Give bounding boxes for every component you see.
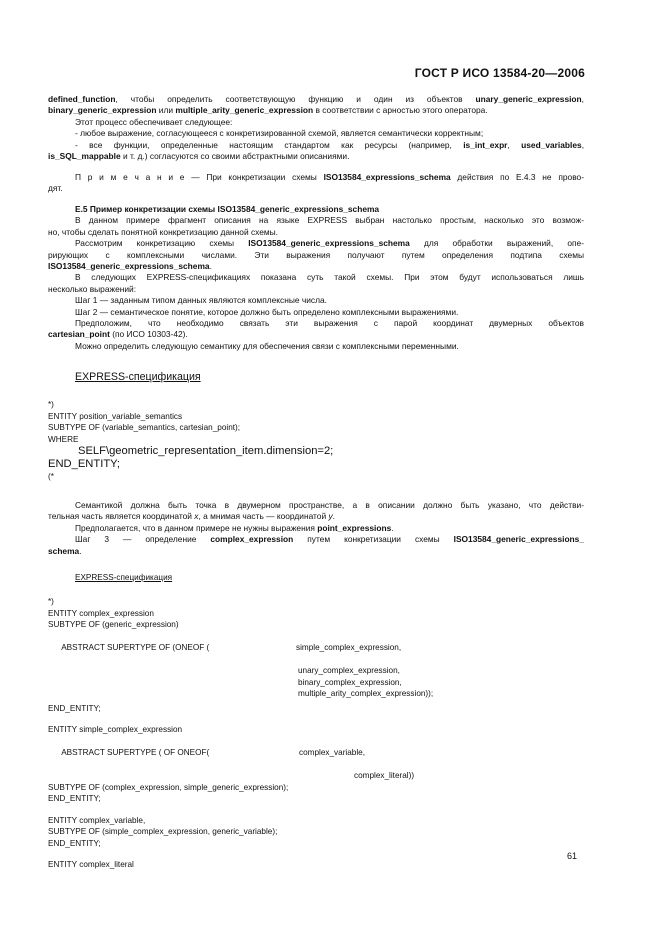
spec2-title: EXPRESS-спецификация	[75, 573, 173, 582]
code-line: END_ENTITY;	[48, 458, 121, 470]
section-e5	[48, 204, 584, 352]
code-line: ENTITY complex_expression	[48, 608, 154, 618]
text-line: cartesian_point (по ИСО 10303-42).	[48, 329, 188, 340]
code-line: END_ENTITY;	[48, 794, 101, 803]
text-line: В следующих EXPRESS-спецификациях показана суть такой схемы. При этом будут использоваться лишь	[75, 272, 584, 283]
code-line: ABSTRACT SUPERTYPE ( OF ONEOF( complex_variable,	[61, 748, 365, 757]
spec2-code	[48, 596, 568, 871]
text-line: Шаг 1 — заданным типом данных являются комплексные числа.	[75, 295, 327, 306]
code-line: SUBTYPE OF (variable_semantics, cartesian_point);	[48, 423, 241, 432]
code-line: SUBTYPE OF (complex_expression, simple_generic_expression);	[48, 782, 289, 792]
text-line: дят.	[48, 183, 63, 194]
text-line: Семантикой должна быть точка в двумерном пространстве, а в описании должно быть указано, что действи-	[75, 500, 584, 510]
note-paragraph	[48, 172, 584, 195]
code-line: (*	[48, 472, 54, 481]
code-line: END_ENTITY;	[48, 703, 101, 713]
code-line: SELF\geometric_representation_item.dimension=2;	[78, 445, 334, 457]
text-line: defined_function, чтобы определить соответствующую функцию и один из объектов unary_generic_expression,	[48, 94, 584, 104]
text-line: В данном примере фрагмент описания на языке EXPRESS выбран настолько простым, насколько это возмож-	[75, 215, 584, 226]
code-line: ENTITY complex_literal	[48, 860, 134, 869]
section-heading: Е.5 Пример конкретизации схемы ISO13584_generic_expressions_schema	[75, 204, 380, 214]
text-line: Предположим, что необходимо связать эти выражения с парой координат двумерных объектов	[75, 318, 584, 329]
text-line: но, чтобы сделать понятной конкретизацию данной схемы.	[48, 226, 278, 237]
page-header: ГОСТ Р ИСО 13584-20—2006	[414, 66, 585, 80]
spec1-code	[48, 399, 333, 483]
code-line: complex_literal))	[354, 771, 415, 780]
text-line: П р и м е ч а н и е — При конкретизации схемы ISO13584_expressions_schema действия по Е.4.3 не прово-	[75, 172, 584, 182]
text-line: schema.	[48, 545, 82, 556]
text-line: Можно определить следующую семантику для обеспечения связи с комплексными переменными.	[75, 340, 459, 351]
code-line: SUBTYPE OF (generic_expression)	[48, 620, 179, 629]
text-line: Шаг 2 — семантическое понятие, которое должно быть определено комплексными выражениями.	[75, 306, 459, 317]
text-line: Шаг 3 — определение complex_expression путем конкретизации схемы ISO13584_generic_expressions_	[75, 534, 584, 545]
text-line: - все функции, определенные настоящим стандартом как ресурсы (например, is_int_expr, used_variables,	[75, 139, 584, 150]
code-line: SUBTYPE OF (simple_complex_expression, generic_variable);	[48, 827, 278, 836]
text-line: ISO13584_generic_expressions_schema.	[48, 261, 212, 272]
code-line: unary_complex_expression,	[298, 666, 400, 675]
text-line: тельная часть является координатой x, а мнимая часть — координатой y.	[48, 511, 335, 522]
spec1-title: EXPRESS-спецификация	[75, 371, 201, 383]
intro-paragraph	[48, 94, 584, 162]
code-line: *)	[48, 597, 54, 606]
code-line: ENTITY complex_variable,	[48, 815, 146, 825]
text-line: рирующих с комплексными числами. Эти выражения получают путем определения подтипа схемы	[48, 249, 584, 260]
code-line: *)	[48, 400, 54, 409]
code-line: ENTITY position_variable_semantics	[48, 411, 183, 421]
text-line: binary_generic_expression или multiple_arity_generic_expression в соответствии с арностью этого оператора.	[48, 105, 488, 116]
code-line: WHERE	[48, 434, 79, 444]
code-line: multiple_arity_complex_expression));	[298, 689, 434, 698]
text-line: Предполагается, что в данном примере не нужны выражения point_expressions.	[75, 522, 394, 533]
text-line: is_SQL_mappable и т. д.) согласуются со своими абстрактными описаниями.	[48, 151, 350, 162]
code-line: END_ENTITY;	[48, 838, 101, 848]
text-line: Рассмотрим конкретизацию схемы ISO13584_generic_expressions_schema для обработки выражений, опе-	[75, 238, 584, 249]
page-number: 61	[566, 851, 577, 861]
text-line: Этот процесс обеспечивает следующее:	[75, 116, 233, 127]
middle-paragraph	[48, 500, 584, 557]
text-line: несколько выражений:	[48, 283, 137, 294]
code-line: ENTITY simple_complex_expression	[48, 725, 183, 734]
code-line: binary_complex_expression,	[298, 677, 402, 687]
note-label: П р и м е ч а н и е	[75, 172, 185, 182]
text-line: - любое выражение, согласующееся с конкретизированной схемой, является семантически корректным;	[75, 128, 484, 139]
code-line: ABSTRACT SUPERTYPE OF (ONEOF ( simple_complex_expression,	[61, 643, 402, 652]
